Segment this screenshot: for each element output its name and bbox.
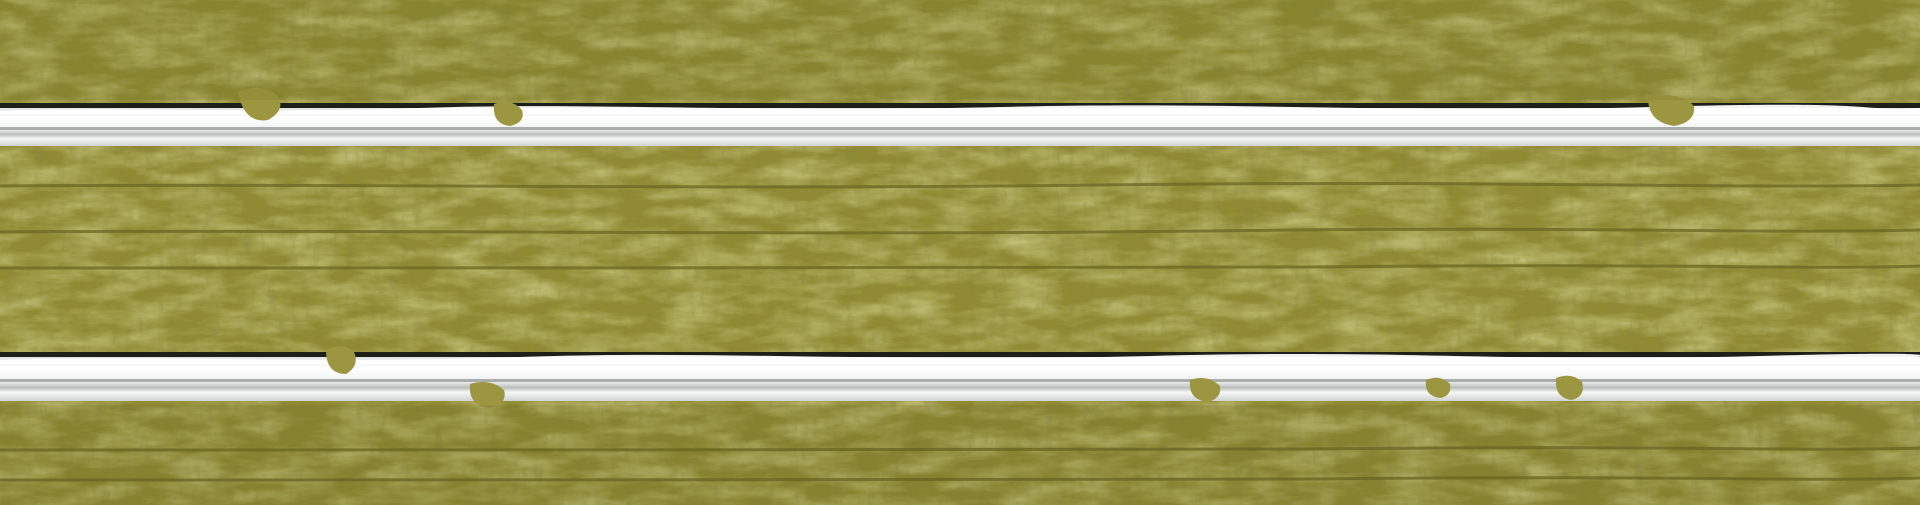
upper-profile-groove	[0, 127, 1920, 130]
lighting-overlay-top	[0, 0, 1920, 100]
lower-profile-groove	[0, 379, 1920, 382]
upper-metal-profile	[0, 103, 1920, 146]
lighting-overlay-bottom	[0, 405, 1920, 505]
lower-metal-profile	[0, 352, 1920, 401]
